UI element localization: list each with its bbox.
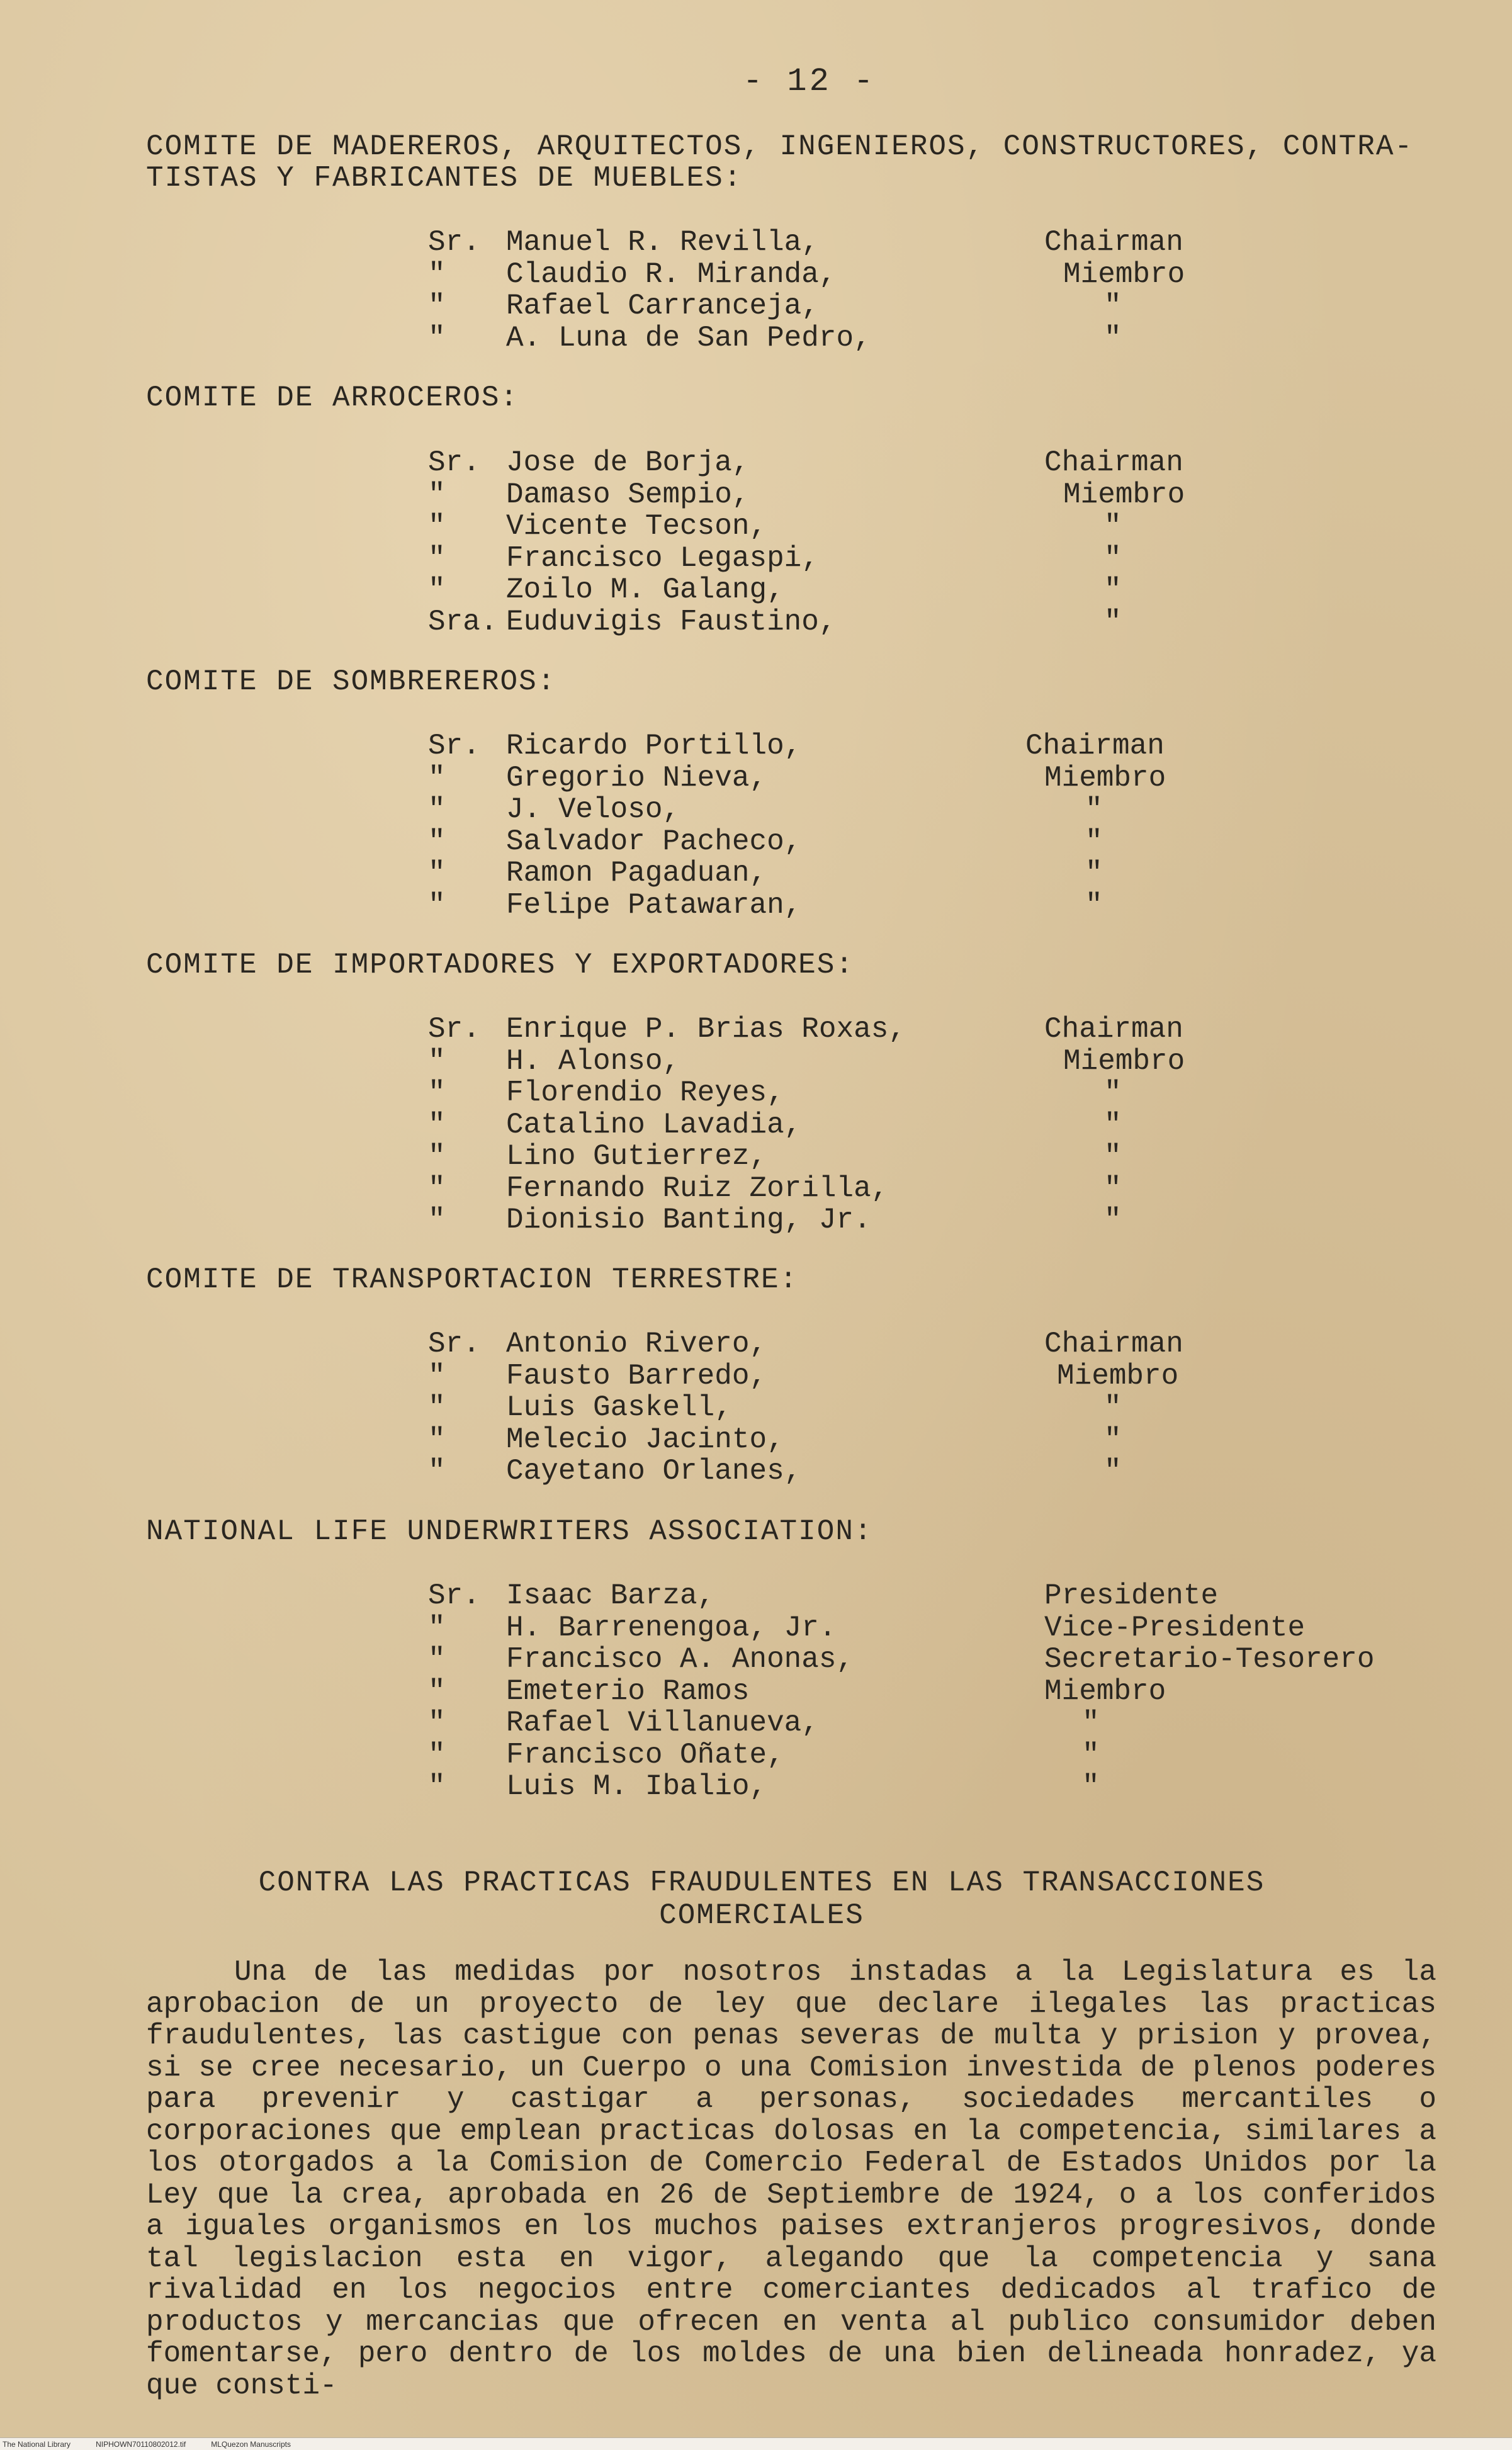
member-role: " xyxy=(1104,1171,1122,1205)
committee-heading-sombrereros: COMITE DE SOMBREREROS: xyxy=(146,665,556,698)
section-title xyxy=(189,1866,1334,1932)
member-prefix: " xyxy=(428,793,446,826)
member-role: Chairman xyxy=(1044,1328,1183,1360)
member-role: " xyxy=(1082,1707,1100,1739)
member-name: H. Alonso, xyxy=(506,1044,680,1078)
member-role: " xyxy=(1085,857,1103,889)
member-prefix: " xyxy=(428,1204,446,1236)
member-role: Chairman xyxy=(1044,1013,1183,1046)
member-prefix: " xyxy=(428,1140,446,1173)
member-prefix: Sr. xyxy=(428,226,480,259)
footer-collection: MLQuezon Manuscripts xyxy=(211,2439,291,2449)
member-prefix: " xyxy=(428,290,446,322)
member-prefix: " xyxy=(428,1707,446,1739)
member-row xyxy=(428,1046,1185,1078)
member-role: Chairman xyxy=(1044,446,1183,479)
member-name: Claudio R. Miranda, xyxy=(506,257,837,291)
member-prefix: " xyxy=(428,541,446,575)
member-row xyxy=(428,1141,1185,1173)
member-row xyxy=(428,511,1185,543)
member-row xyxy=(428,1676,1375,1708)
member-list-arroceros xyxy=(428,447,1185,638)
member-name: Lino Gutierrez, xyxy=(506,1140,767,1173)
member-prefix: " xyxy=(428,1674,446,1708)
member-prefix: " xyxy=(428,888,446,922)
member-name: Cayetano Orlanes, xyxy=(506,1455,802,1488)
member-prefix: " xyxy=(428,857,446,889)
member-prefix: " xyxy=(428,761,446,794)
member-row xyxy=(428,543,1185,575)
member-name: Antonio Rivero, xyxy=(506,1328,767,1360)
member-name: Ricardo Portillo, xyxy=(506,730,802,762)
member-name: Felipe Patawaran, xyxy=(506,888,802,922)
member-prefix: " xyxy=(428,1391,446,1424)
scan-footer xyxy=(0,2437,1512,2450)
member-name: Isaac Barza, xyxy=(506,1579,715,1612)
member-name: Damaso Sempio, xyxy=(506,478,750,511)
member-name: Francisco A. Anonas, xyxy=(506,1643,854,1676)
member-prefix: " xyxy=(428,1108,446,1141)
member-row xyxy=(428,1455,1183,1488)
member-name: Vicente Tecson, xyxy=(506,510,767,543)
member-prefix: " xyxy=(428,825,446,858)
member-role: " xyxy=(1104,1140,1122,1173)
section-title-line2: COMERCIALES xyxy=(659,1899,864,1932)
member-prefix: " xyxy=(428,478,446,511)
member-name: Francisco Legaspi, xyxy=(506,541,819,575)
member-role: " xyxy=(1104,1391,1122,1424)
member-prefix: " xyxy=(428,1044,446,1078)
member-name: Florendio Reyes, xyxy=(506,1076,784,1109)
member-name: Luis M. Ibalio, xyxy=(506,1770,767,1803)
member-row xyxy=(428,447,1185,479)
member-prefix: " xyxy=(428,1359,446,1392)
member-row xyxy=(428,606,1185,638)
member-row xyxy=(428,1077,1185,1109)
member-name: Dionisio Banting, Jr. xyxy=(506,1204,871,1236)
member-row xyxy=(428,762,1166,794)
member-name: Jose de Borja, xyxy=(506,446,750,479)
member-name: Rafael Carranceja, xyxy=(506,290,819,322)
member-prefix: Sr. xyxy=(428,730,480,762)
member-row xyxy=(428,1360,1183,1392)
member-role: Presidente xyxy=(1044,1579,1219,1612)
member-role: " xyxy=(1104,541,1122,575)
member-row xyxy=(428,1771,1375,1803)
member-row xyxy=(428,1204,1185,1236)
member-role: " xyxy=(1082,1770,1100,1803)
member-list-madereros xyxy=(428,227,1185,354)
member-role: " xyxy=(1104,290,1122,322)
member-prefix: " xyxy=(428,573,446,606)
member-role: " xyxy=(1104,321,1122,354)
member-role: " xyxy=(1104,1076,1122,1109)
member-role: Miembro xyxy=(1063,478,1185,511)
member-role: Chairman xyxy=(1044,226,1183,259)
member-role: Chairman xyxy=(1025,730,1165,762)
member-prefix: " xyxy=(428,1770,446,1803)
member-list-sombrereros xyxy=(428,730,1166,921)
member-role: " xyxy=(1082,1738,1100,1771)
member-row xyxy=(428,1109,1185,1141)
member-prefix: " xyxy=(428,1611,446,1644)
committee-heading-transportacion: COMITE DE TRANSPORTACION TERRESTRE: xyxy=(146,1263,799,1296)
member-name: Luis Gaskell, xyxy=(506,1391,732,1424)
member-row xyxy=(428,290,1185,322)
member-name: Francisco Oñate, xyxy=(506,1738,784,1771)
member-role: Secretario-Tesorero xyxy=(1044,1643,1375,1676)
member-list-importadores xyxy=(428,1013,1185,1236)
member-name: H. Barrenengoa, Jr. xyxy=(506,1611,837,1644)
member-name: Enrique P. Brias Roxas, xyxy=(506,1013,906,1046)
member-name: Melecio Jacinto, xyxy=(506,1423,784,1456)
member-prefix: " xyxy=(428,321,446,354)
member-prefix: Sr. xyxy=(428,1579,480,1612)
member-row xyxy=(428,322,1185,354)
footer-file: NIPHOWN70110802012.tif xyxy=(96,2439,186,2449)
member-role: " xyxy=(1104,1423,1122,1456)
member-row xyxy=(428,730,1166,762)
member-row xyxy=(428,1707,1375,1739)
member-prefix: Sra. xyxy=(428,605,498,638)
member-prefix: " xyxy=(428,1423,446,1456)
member-prefix: " xyxy=(428,1738,446,1771)
member-row xyxy=(428,259,1185,291)
member-row xyxy=(428,889,1166,922)
section-title-line1: CONTRA LAS PRACTICAS FRAUDULENTES EN LAS TRANSACCIONES xyxy=(258,1866,1265,1899)
member-role: " xyxy=(1085,793,1103,826)
member-name: A. Luna de San Pedro, xyxy=(506,321,871,354)
member-role: Miembro xyxy=(1044,1674,1166,1708)
member-row xyxy=(428,227,1185,259)
member-role: " xyxy=(1104,1108,1122,1141)
member-prefix: " xyxy=(428,257,446,291)
member-role: Miembro xyxy=(1063,257,1185,291)
member-name: Catalino Lavadia, xyxy=(506,1108,802,1141)
member-name: Ramon Pagaduan, xyxy=(506,857,767,889)
member-role: " xyxy=(1104,605,1122,638)
member-prefix: " xyxy=(428,1455,446,1488)
member-role: Miembro xyxy=(1063,1044,1185,1078)
member-name: Rafael Villanueva, xyxy=(506,1707,819,1739)
member-role: Vice-Presidente xyxy=(1044,1611,1306,1644)
member-name: Gregorio Nieva, xyxy=(506,761,767,794)
footer-library: The National Library xyxy=(3,2439,71,2449)
member-role: " xyxy=(1104,1204,1122,1236)
member-prefix: " xyxy=(428,510,446,543)
member-name: Euduvigis Faustino, xyxy=(506,605,837,638)
member-row xyxy=(428,794,1166,826)
member-row xyxy=(428,1013,1185,1046)
member-row xyxy=(428,1580,1375,1612)
heading-line: COMITE DE MADEREROS, ARQUITECTOS, INGENIEROS, CONSTRUCTORES, CONTRA- xyxy=(146,130,1414,163)
member-name: J. Veloso, xyxy=(506,793,680,826)
member-row xyxy=(428,826,1166,858)
member-row xyxy=(428,1612,1375,1644)
committee-heading-life-underwriters: NATIONAL LIFE UNDERWRITERS ASSOCIATION: xyxy=(146,1515,873,1548)
member-role: Miembro xyxy=(1044,761,1166,794)
member-name: Fausto Barredo, xyxy=(506,1359,767,1392)
page-number: - 12 - xyxy=(743,63,876,100)
member-row xyxy=(428,1173,1185,1205)
member-row xyxy=(428,857,1166,889)
member-prefix: Sr. xyxy=(428,446,480,479)
member-role: Miembro xyxy=(1057,1359,1179,1392)
member-row xyxy=(428,1392,1183,1424)
member-role: " xyxy=(1104,573,1122,606)
member-list-life-underwriters xyxy=(428,1580,1375,1803)
member-row xyxy=(428,1644,1375,1676)
committee-heading-madereros xyxy=(146,131,1413,194)
member-prefix: Sr. xyxy=(428,1328,480,1360)
member-prefix: Sr. xyxy=(428,1013,480,1046)
member-role: " xyxy=(1104,1455,1122,1488)
member-row xyxy=(428,574,1185,606)
member-row xyxy=(428,1328,1183,1360)
committee-heading-importadores: COMITE DE IMPORTADORES Y EXPORTADORES: xyxy=(146,949,854,981)
member-prefix: " xyxy=(428,1076,446,1109)
member-role: " xyxy=(1085,825,1103,858)
member-role: " xyxy=(1104,510,1122,543)
body-paragraph: Una de las medidas por nosotros instadas a la Legislatura es la aprobacion de un proyecto de ley que declare ilegales las practicas fraudulentes, las castigue con penas severas de multa y prision y provea, si se cree necesario, un Cuerpo o una Comision investida de plenos poderes para prevenir y castigar a personas, sociedades mercantiles o corporaciones que emplean practicas dolosas en la competencia, similares a los otorgados a la Comision de Comercio Federal de Estados Unidos por la Ley que la crea, aprobada en 26 de Septiembre de 1924, o a los conferidos a iguales organismos en los muchos paises extranjeros progresivos, donde tal legislacion esta en vigor, alegando que la competencia y sana rivalidad en los negocios entre comerciantes dedicados al trafico de productos y mercancias que ofrecen en venta al publico consumidor deben fomentarse, pero dentro de los moldes de una bien delineada honradez, ya que consti- xyxy=(146,1956,1436,2402)
member-name: Zoilo M. Galang, xyxy=(506,573,784,606)
member-row xyxy=(428,1424,1183,1456)
member-role: " xyxy=(1085,888,1103,922)
member-prefix: " xyxy=(428,1171,446,1205)
member-name: Salvador Pacheco, xyxy=(506,825,802,858)
member-name: Fernando Ruiz Zorilla, xyxy=(506,1171,889,1205)
heading-line: TISTAS Y FABRICANTES DE MUEBLES: xyxy=(146,162,743,195)
member-row xyxy=(428,1739,1375,1771)
member-prefix: " xyxy=(428,1643,446,1676)
committee-heading-arroceros: COMITE DE ARROCEROS: xyxy=(146,381,519,414)
member-list-transportacion xyxy=(428,1328,1183,1488)
member-name: Emeterio Ramos xyxy=(506,1674,750,1708)
member-name: Manuel R. Revilla, xyxy=(506,226,819,259)
member-row xyxy=(428,479,1185,511)
